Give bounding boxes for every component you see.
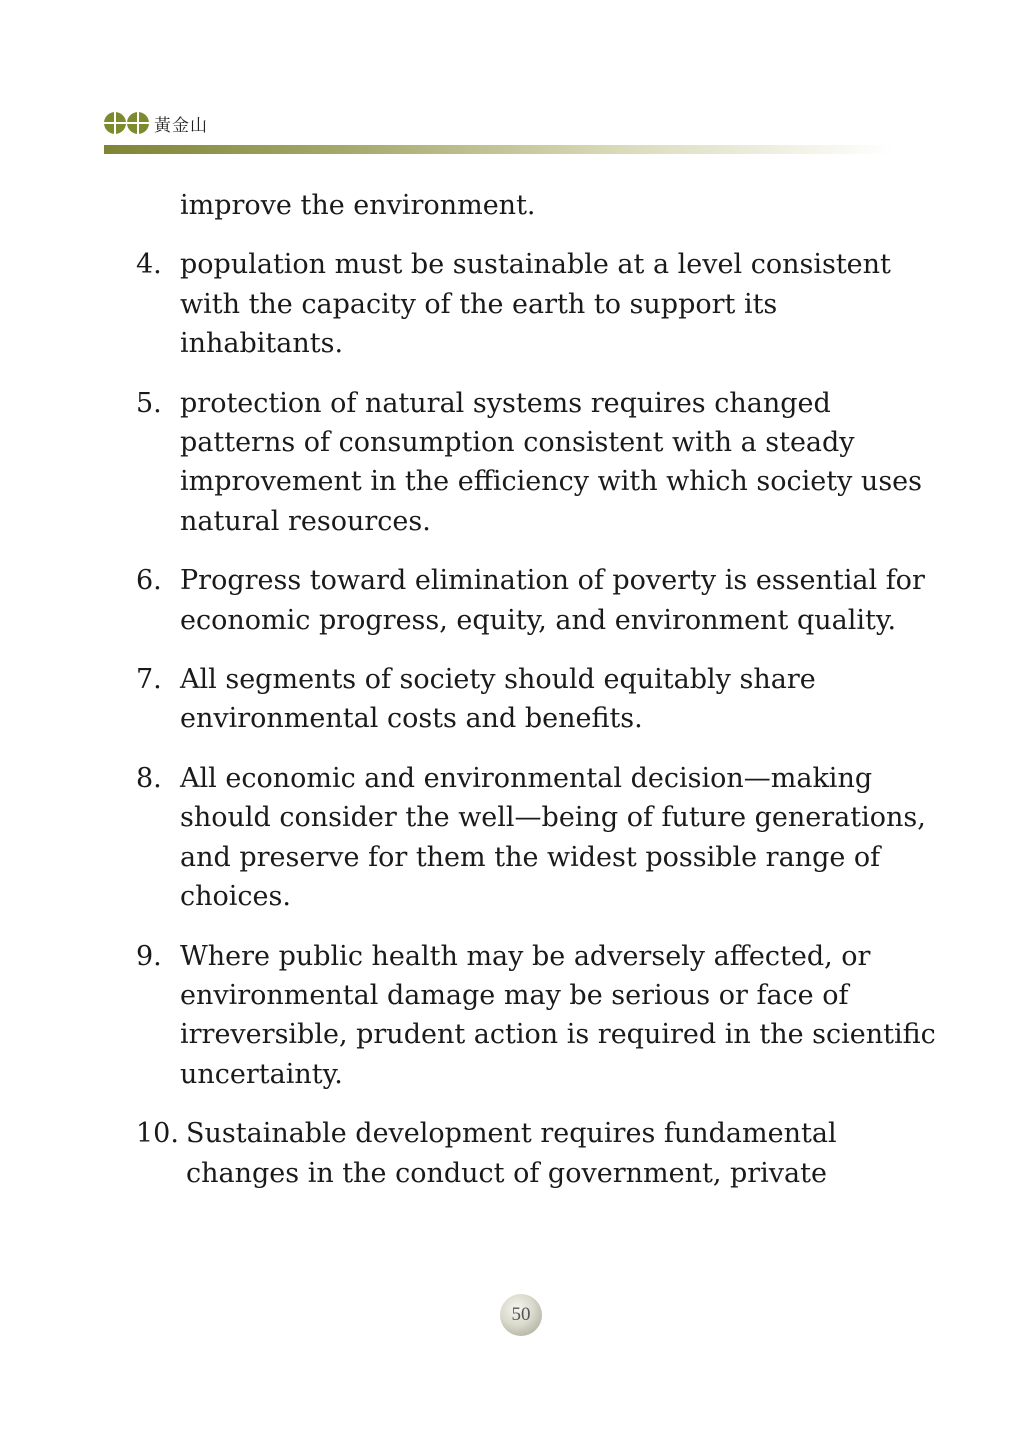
item-number: 9. bbox=[136, 940, 162, 972]
item-number: 7. bbox=[136, 664, 162, 696]
item-text: Progress toward elimination of poverty is essential for economic progress, equity, and environment quality. bbox=[180, 565, 925, 636]
item-text: Sustainable development requires fundamental changes in the conduct of government, private bbox=[186, 1118, 837, 1189]
document-body bbox=[136, 186, 936, 1213]
item-text: All segments of society should equitably share environmental costs and benefits. bbox=[180, 664, 816, 735]
item-number: 10. bbox=[136, 1118, 179, 1150]
list-item bbox=[136, 1114, 936, 1193]
item-text: All economic and environmental decision—making should consider the well—being of future generations, and preserve for them the widest possible range of choices. bbox=[180, 762, 926, 913]
list-item bbox=[136, 561, 936, 640]
list-item bbox=[136, 937, 936, 1095]
item-number: 5. bbox=[136, 387, 162, 419]
list-item bbox=[136, 384, 936, 542]
list-item bbox=[136, 245, 936, 363]
page-number: 50 bbox=[500, 1294, 542, 1336]
logo-circle-icon bbox=[127, 112, 149, 134]
header-divider bbox=[104, 145, 894, 154]
page-header bbox=[104, 106, 208, 140]
brand-name: 黃金山 bbox=[154, 115, 208, 136]
item-number: 6. bbox=[136, 565, 162, 597]
item-number: 4. bbox=[136, 249, 162, 281]
item-number: 8. bbox=[136, 762, 162, 794]
item-text: population must be sustainable at a level consistent with the capacity of the earth to support its inhabitants. bbox=[180, 249, 891, 360]
logo bbox=[104, 112, 150, 134]
continued-text: improve the environment. bbox=[180, 190, 536, 221]
list-item bbox=[136, 759, 936, 917]
list-item bbox=[136, 660, 936, 739]
item-text: Where public health may be adversely affected, or environmental damage may be serious or face of irreversible, prudent action is required in the scientific uncertainty. bbox=[180, 940, 936, 1090]
item-text: protection of natural systems requires changed patterns of consumption consistent with a steady improvement in the efficiency with which society uses natural resources. bbox=[180, 387, 923, 537]
logo-circle-icon bbox=[104, 112, 126, 134]
